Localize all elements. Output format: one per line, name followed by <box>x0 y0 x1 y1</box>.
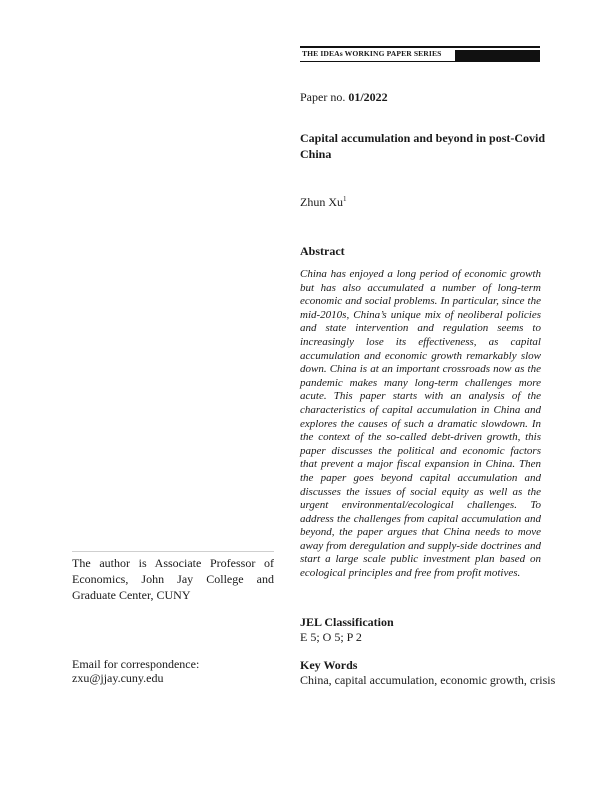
abstract-text: China has enjoyed a long period of economic growth but has also accumulated a number of long-term economic and social problems. In particular, since the mid-2010s, China’s unique mix of neoliberal policies and state intervention and regulation seems to increasingly lose its effectiveness, as capital accumulation and economic growth remarkably slow down. China is at an important crossroads now as the pandemic makes many long-term challenges more acute. This paper starts with an analysis of the characteristics of capital accumulation in China and explores the causes of such a dramatic slowdown. In the context of the so-called debt-driven growth, this paper discusses the political and economic factors that prevent a major fiscal expansion in China. Then the paper goes beyond capital accumulation and discusses the issues of social equity as well as the urgent environmental/ecological challenges. To address the challenges from capital accumulation and beyond, the paper argues that China needs to move away from deregulation and supply-side doctrines and start a large scale public investment plan based on ecological principles and free from profit motives. <box>300 268 541 580</box>
keywords-heading: Key Words <box>300 658 358 672</box>
header-rule-top <box>300 46 540 48</box>
series-label: THE IDEAs WORKING PAPER SERIES <box>302 49 442 58</box>
header-black-bar <box>455 50 540 61</box>
paper-number <box>300 90 388 105</box>
header-rule-bottom <box>300 61 540 62</box>
sidebar-divider <box>72 551 274 552</box>
paper-number-value: 01/2022 <box>348 90 388 104</box>
paper-title: Capital accumulation and beyond in post-Covid China <box>300 131 546 161</box>
series-header <box>300 46 540 61</box>
email-address: zxu@jjay.cuny.edu <box>72 671 164 685</box>
keywords-value: China, capital accumulation, economic growth, crisis <box>300 673 556 687</box>
email-label: Email for correspondence: <box>72 657 200 671</box>
author-footnote-marker: 1 <box>343 195 347 203</box>
abstract-heading: Abstract <box>300 244 345 258</box>
jel-heading: JEL Classification <box>300 615 394 629</box>
author-name: Zhun Xu <box>300 195 343 209</box>
author-affiliation: The author is Associate Professor of Economics, John Jay College and Graduate Center, CUNY <box>72 556 274 602</box>
jel-codes: E 5; O 5; P 2 <box>300 630 362 644</box>
paper-number-prefix: Paper no. <box>300 90 346 104</box>
author <box>300 195 347 210</box>
